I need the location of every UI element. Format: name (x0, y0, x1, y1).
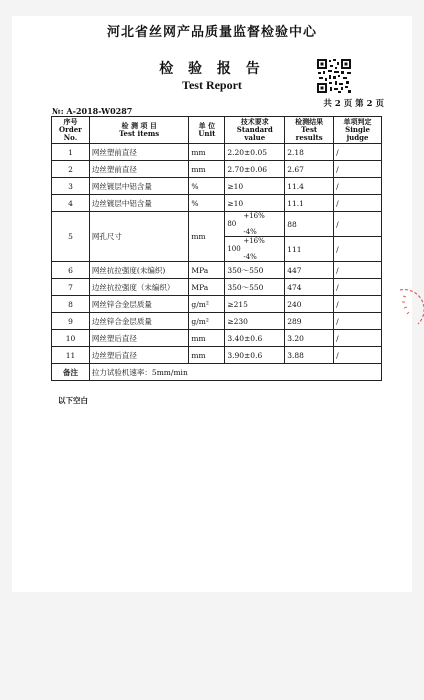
table-row (52, 296, 382, 313)
cell-result: 3.88 (285, 347, 334, 364)
cell-unit: MPa (189, 262, 225, 279)
cell-item: 边丝抗拉强度（未编织） (89, 279, 189, 296)
cell-unit: mm (189, 144, 225, 161)
table-row-mesh-size-1 (52, 212, 382, 237)
cell-standard: ≥10 (225, 178, 285, 195)
cell-standard: 3.90±0.6 (225, 347, 285, 364)
cell-result: 289 (285, 313, 334, 330)
report-title-en: Test Report (182, 78, 242, 92)
cell-judge: / (334, 212, 382, 237)
cell-judge: / (334, 237, 382, 262)
cell-unit: % (189, 178, 225, 195)
cell-result: 447 (285, 262, 334, 279)
table-row (52, 144, 382, 161)
cell-no: 5 (52, 212, 90, 262)
cell-unit: mm (189, 212, 225, 262)
cell-standard: 3.40±0.6 (225, 330, 285, 347)
cell-no: 2 (52, 161, 90, 178)
cell-standard-mesh-100 (225, 237, 285, 262)
header-order-no: 序号 Order No. (52, 117, 90, 144)
nominal-value: 80 (227, 220, 237, 228)
cell-item: 边丝镀层中铝含量 (89, 195, 189, 212)
cell-result: 474 (285, 279, 334, 296)
cell-item: 网丝镀层中铝含量 (89, 178, 189, 195)
organization-name: 河北省丝网产品质量监督检验中心 (106, 25, 317, 40)
cell-judge: / (334, 262, 382, 279)
cell-item: 边丝塑后直径 (89, 347, 189, 364)
cell-result: 2.67 (285, 161, 334, 178)
remark-row (52, 364, 382, 381)
cell-unit: mm (189, 347, 225, 364)
cell-result: 111 (285, 237, 334, 262)
cell-result: 240 (285, 296, 334, 313)
table-row (52, 313, 382, 330)
cell-no: 3 (52, 178, 90, 195)
cell-item: 网丝塑后直径 (89, 330, 189, 347)
cell-item: 网孔尺寸 (89, 212, 189, 262)
cell-unit: mm (189, 161, 225, 178)
cell-unit: g/m² (189, 313, 225, 330)
cell-no: 8 (52, 296, 90, 313)
cell-result: 3.20 (285, 330, 334, 347)
cell-judge: / (334, 279, 382, 296)
cell-unit: g/m² (189, 296, 225, 313)
tolerance-plus: +16% (243, 212, 265, 220)
cell-no: 10 (52, 330, 90, 347)
cell-unit: MPa (189, 279, 225, 296)
cell-item: 网丝抗拉强度(未编织) (89, 262, 189, 279)
table-row (52, 161, 382, 178)
cell-no: 11 (52, 347, 90, 364)
cell-standard: 2.70±0.06 (225, 161, 285, 178)
page-count: 共 2 页 第 2 页 (323, 99, 384, 109)
report-title-cn: 检 验 报 告 (159, 61, 265, 77)
cell-standard: ≥230 (225, 313, 285, 330)
tolerance-minus: -4% (243, 253, 257, 261)
cell-result: 88 (285, 212, 334, 237)
cell-unit: mm (189, 330, 225, 347)
cell-standard: 350～550 (225, 279, 285, 296)
cell-result: 11.1 (285, 195, 334, 212)
cell-standard: ≥215 (225, 296, 285, 313)
header-test-items: 检 测 项 目 Test items (89, 117, 189, 144)
cell-item: 边丝锌合金层质量 (89, 313, 189, 330)
table-row (52, 178, 382, 195)
cell-item: 网丝塑前直径 (89, 144, 189, 161)
cell-no: 7 (52, 279, 90, 296)
remark-label: 备注 (52, 364, 90, 381)
cell-standard: 350～550 (225, 262, 285, 279)
header-single-judge: 单项判定 Single judge (334, 117, 382, 144)
table-row (52, 195, 382, 212)
remark-text: 拉力试验机速率：5mm/min (89, 364, 381, 381)
seal-stamp-icon (396, 284, 424, 330)
table-row (52, 347, 382, 364)
table-row (52, 279, 382, 296)
cell-item: 网丝锌合金层质量 (89, 296, 189, 313)
cell-judge: / (334, 144, 382, 161)
cell-judge: / (334, 178, 382, 195)
cell-no: 6 (52, 262, 90, 279)
blank-below-note: 以下空白 (58, 396, 88, 405)
tolerance-minus: -4% (243, 228, 257, 236)
qr-code-icon (316, 58, 352, 94)
header-test-results: 检测结果 Test results (285, 117, 334, 144)
cell-judge: / (334, 296, 382, 313)
cell-judge: / (334, 195, 382, 212)
cell-result: 11.4 (285, 178, 334, 195)
cell-judge: / (334, 161, 382, 178)
test-results-table (51, 116, 382, 381)
table-row (52, 330, 382, 347)
tolerance-plus: +16% (243, 237, 265, 245)
report-number: №: A-2018-W0287 (52, 106, 133, 116)
cell-unit: % (189, 195, 225, 212)
cell-no: 4 (52, 195, 90, 212)
cell-standard: ≥10 (225, 195, 285, 212)
cell-judge: / (334, 313, 382, 330)
cell-judge: / (334, 330, 382, 347)
header-unit: 单 位 Unit (189, 117, 225, 144)
cell-item: 边丝塑前直径 (89, 161, 189, 178)
table-header-row (52, 117, 382, 144)
cell-standard: 2.20±0.05 (225, 144, 285, 161)
nominal-value: 100 (227, 245, 241, 253)
header-standard-value: 技术要求 Standard value (225, 117, 285, 144)
table-row (52, 262, 382, 279)
cell-judge: / (334, 347, 382, 364)
cell-no: 9 (52, 313, 90, 330)
cell-no: 1 (52, 144, 90, 161)
cell-standard-mesh-80 (225, 212, 285, 237)
cell-result: 2.18 (285, 144, 334, 161)
